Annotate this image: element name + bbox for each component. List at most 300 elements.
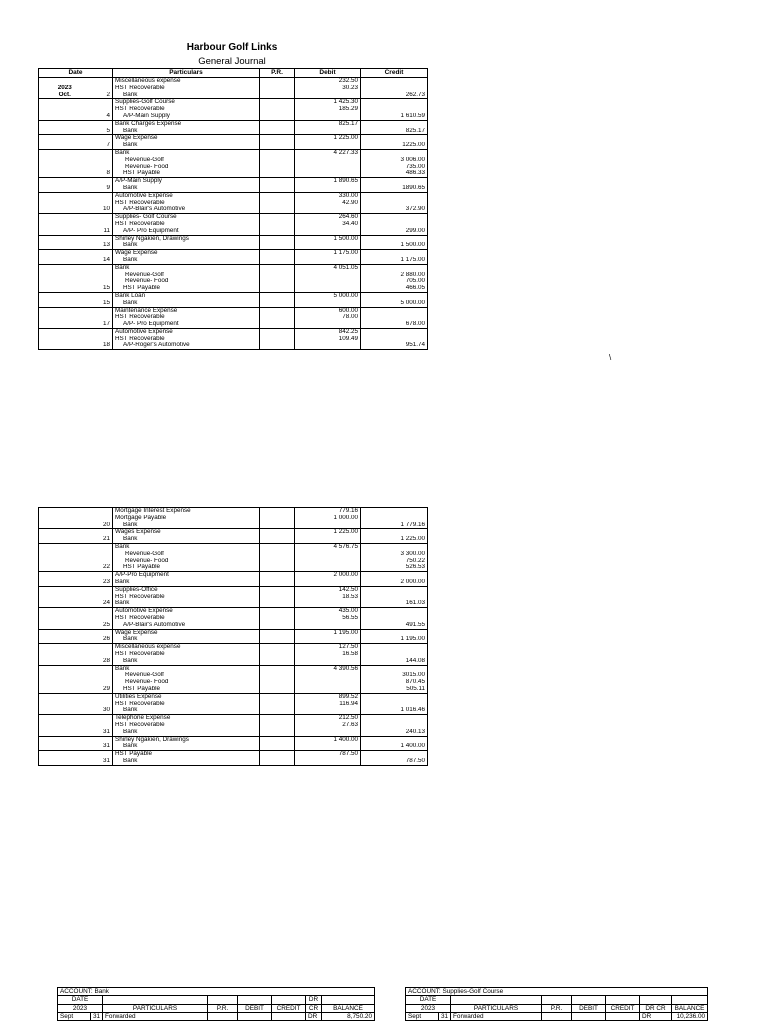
entry-pr-blank (262, 150, 292, 157)
entry-debit-amount: 4 227.33 (333, 149, 358, 156)
entry-credit-cell (361, 572, 428, 587)
entry-day-blank (93, 551, 111, 558)
entry-credit-amount (363, 544, 425, 551)
entry-account-name: Telephone Expense (115, 715, 171, 722)
entry-credit-amount (363, 78, 425, 85)
entry-particulars-cell (113, 328, 260, 349)
entry-date-cell (39, 751, 91, 766)
entry-credit-cell (361, 644, 428, 665)
entry-credit-cell (361, 292, 428, 307)
entry-account-name: Bank (115, 149, 130, 156)
entry-day-blank (93, 644, 111, 651)
entry-pr-blank (262, 272, 292, 279)
entry-account-name: Bank (123, 707, 138, 714)
entry-date-cell (39, 572, 91, 587)
entry-pr-blank (262, 336, 292, 343)
entry-date-blank (41, 113, 89, 120)
entry-account-name: Revenue- Food (125, 278, 169, 285)
entry-date-blank (41, 170, 89, 177)
entry-particulars-cell (113, 78, 260, 99)
entry-particulars-cell (113, 307, 260, 328)
entry-date-blank (41, 737, 89, 744)
entry-pr-cell (260, 665, 295, 693)
entry-day-blank (93, 278, 111, 285)
entry-debit-cell (295, 736, 361, 751)
entry-date-blank (41, 644, 89, 651)
entry-debit-cell (295, 192, 361, 213)
entry-debit-amount (297, 743, 358, 750)
entry-debit-amount (297, 206, 358, 213)
entry-date-cell (39, 135, 91, 150)
entry-account-name: Bank Charges Expense (115, 120, 182, 127)
journal-entry (39, 135, 428, 150)
entry-debit-amount (297, 636, 358, 643)
ledger-row-month: Sept (58, 1012, 91, 1020)
ledger-debit-header: DEBIT (572, 1004, 606, 1012)
entry-debit-amount (297, 113, 358, 120)
entry-debit-amount: 109.49 (338, 335, 358, 342)
entry-pr-blank (262, 594, 292, 601)
entry-account-name: HST Payable (123, 564, 160, 571)
entry-pr-cell (260, 751, 295, 766)
ledger-account-title: ACCOUNT: Bank (58, 988, 375, 996)
entry-debit-amount: 232.50 (338, 78, 358, 84)
ledger-particulars-header: PARTICULARS (451, 1004, 542, 1012)
entry-credit-amount: 3015.00 (402, 672, 425, 679)
entry-pr-cell (260, 736, 295, 751)
entry-date-blank (41, 679, 89, 686)
entry-account-name: HST Recoverable (115, 199, 165, 206)
entry-credit-amount: 240.13 (405, 728, 425, 735)
entry-credit-cell (361, 608, 428, 629)
entry-account-name: Bank (123, 728, 138, 735)
entry-credit-cell (361, 264, 428, 292)
entry-date-blank (41, 106, 89, 113)
entry-debit-amount: 127.50 (338, 644, 358, 651)
entry-day: 9 (106, 184, 110, 191)
entry-date-cell (39, 178, 91, 193)
entry-pr-blank (262, 106, 292, 113)
entry-account-name: Revenue- Food (125, 679, 169, 686)
entry-pr-cell (260, 572, 295, 587)
entry-day: 15 (102, 299, 110, 306)
entry-debit-amount (297, 157, 358, 164)
entry-account-name: Bank (123, 536, 138, 543)
entry-credit-amount (363, 200, 425, 207)
entry-pr-blank (262, 242, 292, 249)
entry-debit-amount: 2 000.00 (333, 572, 358, 579)
ledger-balance-header: BALANCE (322, 1004, 375, 1012)
entry-particulars-cell (113, 178, 260, 193)
entry-pr-blank (262, 170, 292, 177)
entry-date-blank (41, 214, 89, 221)
journal-entry (39, 264, 428, 292)
entry-day: 21 (102, 536, 110, 543)
entry-account-name: Miscellaneous expense (115, 644, 181, 651)
entry-credit-amount: 505.11 (406, 685, 425, 692)
entry-date-cell (39, 715, 91, 736)
entry-debit-amount (297, 321, 358, 328)
entry-pr-cell (260, 78, 295, 99)
entry-day-blank (93, 515, 111, 522)
entry-debit-cell (295, 78, 361, 99)
entry-date-blank (41, 265, 89, 272)
journal-entry (39, 178, 428, 193)
entry-pr-blank (262, 278, 292, 285)
entry-pr-blank (262, 300, 292, 307)
entry-credit-cell (361, 586, 428, 607)
entry-debit-amount: 78.00 (342, 314, 358, 321)
entry-account-name: Maintenance Expense (115, 307, 178, 314)
entry-credit-amount: 678.00 (405, 321, 425, 328)
entry-account-name: Bank (123, 142, 138, 149)
entry-debit-amount: 779.16 (338, 508, 358, 514)
entry-credit-amount (363, 644, 425, 651)
entry-pr-blank (262, 701, 292, 708)
entry-pr-blank (262, 587, 292, 594)
entry-day-blank (93, 135, 111, 142)
entry-day-blank (93, 694, 111, 701)
entry-credit-amount (363, 329, 425, 336)
entry-day-blank (93, 679, 111, 686)
entry-pr-cell (260, 99, 295, 120)
entry-credit-cell (361, 99, 428, 120)
entry-day-blank (93, 508, 111, 515)
journal-entry (39, 120, 428, 135)
entry-credit-amount (363, 666, 425, 673)
entry-date-blank (41, 308, 89, 315)
entry-debit-cell (295, 328, 361, 349)
entry-account-name: Bank (115, 264, 130, 271)
entry-pr-blank (262, 99, 292, 106)
entry-credit-amount: 1 175.00 (400, 256, 425, 263)
entry-debit-amount (297, 729, 358, 736)
entry-day: 11 (103, 227, 110, 234)
entry-date-blank (41, 508, 89, 515)
entry-day-cell (91, 693, 113, 714)
entry-date-blank (41, 314, 89, 321)
entry-credit-amount: 161.03 (405, 600, 425, 607)
entry-pr-blank (262, 178, 292, 185)
entry-pr-blank (262, 293, 292, 300)
entry-account-name: Wage Expense (115, 135, 158, 142)
entry-debit-amount (297, 142, 358, 149)
journal-entry (39, 508, 428, 529)
entry-credit-cell (361, 214, 428, 235)
entry-particulars-cell (113, 572, 260, 587)
entry-credit-amount (363, 221, 425, 228)
entry-debit-amount: 42.90 (342, 199, 358, 206)
entry-debit-amount: 1 225.00 (333, 529, 358, 536)
entry-account-name: Utilities Expense (115, 693, 162, 700)
entry-date-cell (39, 693, 91, 714)
entry-debit-amount: 34.40 (342, 220, 358, 227)
entry-date-blank (41, 178, 89, 185)
entry-date-blank (41, 600, 89, 607)
entry-debit-amount (297, 342, 358, 349)
entry-date-blank (41, 636, 89, 643)
journal-entry (39, 572, 428, 587)
entry-credit-amount (363, 722, 425, 729)
entry-pr-blank (262, 729, 292, 736)
entry-particulars-cell (113, 292, 260, 307)
entry-account-name: Revenue-Golf (125, 271, 164, 278)
entry-pr-blank (262, 92, 292, 99)
entry-debit-amount: 1 400.00 (333, 736, 358, 743)
entry-particulars-cell (113, 629, 260, 644)
entry-debit-amount: 1 425.30 (333, 99, 358, 106)
entry-account-name: A/P-Blair's Automotive (123, 621, 186, 628)
entry-pr-blank (262, 694, 292, 701)
entry-particulars-cell (113, 264, 260, 292)
entry-debit-amount (297, 672, 358, 679)
entry-date-blank (41, 579, 89, 586)
ledger-year: 2023 (406, 1004, 451, 1012)
journal-entry (39, 751, 428, 766)
entry-date-blank (41, 200, 89, 207)
entry-credit-amount: 5 000.00 (400, 299, 425, 306)
entry-debit-amount (297, 564, 358, 571)
entry-debit-amount: 435.00 (338, 608, 358, 615)
entry-debit-amount: 1 500.00 (333, 235, 358, 242)
entry-account-name: HST Payable (115, 751, 152, 758)
entry-account-name: HST Payable (123, 170, 160, 177)
entry-date-blank (41, 250, 89, 257)
entry-pr-blank (262, 236, 292, 243)
entry-day-cell (91, 78, 113, 99)
entry-credit-amount: 2 880.00 (400, 271, 425, 278)
entry-day-blank (93, 651, 111, 658)
entry-credit-amount: 1 225.00 (400, 536, 425, 543)
entry-pr-blank (262, 164, 292, 171)
journal-body-page-1 (39, 78, 428, 350)
entry-credit-amount (363, 630, 425, 637)
entry-date-cell (39, 264, 91, 292)
entry-pr-cell (260, 608, 295, 629)
entry-credit-amount: 787.50 (405, 757, 425, 764)
entry-credit-amount: 1 016.46 (400, 707, 425, 714)
entry-pr-blank (262, 558, 292, 565)
entry-date-blank (41, 221, 89, 228)
entry-credit-amount (363, 99, 425, 106)
entry-day: 20 (102, 521, 110, 528)
entry-pr-cell (260, 529, 295, 544)
entry-date-cell (39, 736, 91, 751)
entry-day-blank (93, 715, 111, 722)
journal-entry (39, 693, 428, 714)
entry-debit-amount: 787.50 (338, 751, 358, 758)
entry-credit-amount (363, 336, 425, 343)
entry-particulars-cell (113, 751, 260, 766)
entry-pr-blank (262, 644, 292, 651)
date-column-header: Date (39, 69, 113, 78)
entry-debit-amount (297, 92, 358, 99)
entry-debit-amount (297, 228, 358, 235)
entry-credit-amount: 3 006.00 (400, 156, 425, 163)
entry-credit-amount: 825.17 (405, 127, 425, 134)
entry-day-cell (91, 135, 113, 150)
entry-credit-amount (363, 608, 425, 615)
entry-credit-amount (363, 751, 425, 758)
entry-pr-cell (260, 235, 295, 250)
entry-debit-amount (297, 185, 358, 192)
entry-particulars-cell (113, 192, 260, 213)
entry-day-cell (91, 529, 113, 544)
entry-pr-blank (262, 308, 292, 315)
entry-day-blank (93, 314, 111, 321)
entry-credit-cell (361, 328, 428, 349)
entry-pr-blank (262, 113, 292, 120)
entry-pr-cell (260, 264, 295, 292)
entry-pr-blank (262, 529, 292, 536)
entry-pr-blank (262, 572, 292, 579)
ledger-bank (57, 987, 375, 1021)
entry-day: 28 (102, 657, 110, 664)
entry-day-blank (93, 221, 111, 228)
entry-day: 31 (102, 757, 110, 764)
entry-day-blank (93, 329, 111, 336)
entry-account-name: Bank (123, 256, 138, 263)
entry-credit-amount (363, 121, 425, 128)
entry-pr-blank (262, 78, 292, 85)
entry-particulars-cell (113, 214, 260, 235)
entry-particulars-cell (113, 543, 260, 571)
entry-date-blank (41, 242, 89, 249)
entry-day-cell (91, 192, 113, 213)
entry-particulars-cell (113, 235, 260, 250)
entry-pr-cell (260, 644, 295, 665)
entry-date-cell (39, 608, 91, 629)
entry-credit-amount: 491.55 (405, 621, 425, 628)
entry-day-blank (93, 150, 111, 157)
entry-day: 4 (106, 112, 110, 119)
journal-entry (39, 629, 428, 644)
entry-day-cell (91, 149, 113, 177)
entry-date-cell (39, 250, 91, 265)
entry-credit-cell (361, 192, 428, 213)
entry-credit-amount (363, 214, 425, 221)
entry-credit-amount (363, 701, 425, 708)
ledger-row-day: 31 (439, 1012, 451, 1020)
entry-particulars-cell (113, 120, 260, 135)
entry-date-blank (41, 99, 89, 106)
entry-debit-amount (297, 536, 358, 543)
entry-pr-blank (262, 737, 292, 744)
entry-day-cell (91, 99, 113, 120)
entry-day: 2 (106, 91, 110, 98)
entry-account-name: Automotive Expense (115, 608, 173, 615)
journal-body-page-2 (39, 508, 428, 766)
entry-debit-amount: 1 890.65 (333, 178, 358, 185)
entry-day-blank (93, 78, 111, 85)
ledger-drcr-top: DR (306, 996, 322, 1004)
entry-date-cell (39, 78, 91, 99)
entry-date-blank (41, 666, 89, 673)
entry-day-cell (91, 264, 113, 292)
journal-entry (39, 78, 428, 99)
entry-date-cell (39, 328, 91, 349)
entry-debit-amount (297, 622, 358, 629)
entry-debit-amount: 1 225.00 (333, 135, 358, 142)
entry-day-blank (93, 121, 111, 128)
entry-day: 30 (102, 707, 110, 714)
entry-debit-cell (295, 149, 361, 177)
entry-date-blank (41, 272, 89, 279)
entry-date-cell (39, 149, 91, 177)
entry-day-cell (91, 736, 113, 751)
entry-debit-cell (295, 586, 361, 607)
entry-account-name: Automotive Expense (115, 328, 173, 335)
entry-debit-amount: 116.94 (339, 700, 358, 707)
entry-day: 23 (102, 578, 110, 585)
stray-mark: \ (609, 353, 612, 362)
entry-day: 14 (102, 256, 110, 263)
entry-date-blank (41, 622, 89, 629)
entry-pr-blank (262, 666, 292, 673)
entry-pr-blank (262, 342, 292, 349)
entry-credit-amount (363, 250, 425, 257)
entry-date-blank (41, 751, 89, 758)
entry-debit-cell (295, 235, 361, 250)
entry-account-name: Bank (123, 242, 138, 249)
entry-date-blank (41, 544, 89, 551)
journal-entry (39, 608, 428, 629)
entry-day-blank (93, 672, 111, 679)
entry-credit-amount: 262.73 (405, 91, 425, 98)
entry-pr-cell (260, 508, 295, 529)
entry-day: 10 (102, 206, 110, 213)
ledger-credit-header: CREDIT (272, 1004, 306, 1012)
entry-account-name: Shirley Ngakien, Drawings (115, 736, 189, 743)
entry-date-blank (41, 651, 89, 658)
ledger-row-drcr: DR (306, 1012, 322, 1020)
entry-date-blank (41, 321, 89, 328)
entry-account-name: HST Recoverable (115, 220, 165, 227)
entry-credit-cell (361, 529, 428, 544)
entry-debit-amount (297, 170, 358, 177)
entry-credit-amount: 299.00 (405, 227, 425, 234)
entry-date-blank (41, 329, 89, 336)
ledger-row-balance: 8,750.20 (322, 1012, 375, 1020)
entry-date-blank (41, 707, 89, 714)
entry-date-cell (39, 99, 91, 120)
entry-credit-amount: 1 500.00 (400, 242, 425, 249)
entry-credit-amount: 951.74 (405, 342, 425, 349)
entry-credit-cell (361, 736, 428, 751)
entry-day-cell (91, 751, 113, 766)
entry-day-blank (93, 608, 111, 615)
entry-debit-cell (295, 135, 361, 150)
entry-debit-amount (297, 300, 358, 307)
journal-table-page-1 (38, 68, 428, 350)
entry-debit-cell (295, 715, 361, 736)
entry-pr-blank (262, 615, 292, 622)
entry-account-name: Bank (123, 127, 138, 134)
entry-pr-blank (262, 679, 292, 686)
entry-account-name: Bank (123, 743, 138, 750)
ledger-row-drcr: DR (640, 1012, 672, 1020)
entry-day-cell (91, 586, 113, 607)
entry-day-cell (91, 292, 113, 307)
entry-day-blank (93, 178, 111, 185)
entry-debit-amount (297, 551, 358, 558)
entry-date-cell (39, 508, 91, 529)
entry-debit-amount (297, 257, 358, 264)
entry-date-blank (41, 630, 89, 637)
entry-date-blank (41, 164, 89, 171)
entry-date-blank (41, 743, 89, 750)
entry-date-blank (41, 121, 89, 128)
